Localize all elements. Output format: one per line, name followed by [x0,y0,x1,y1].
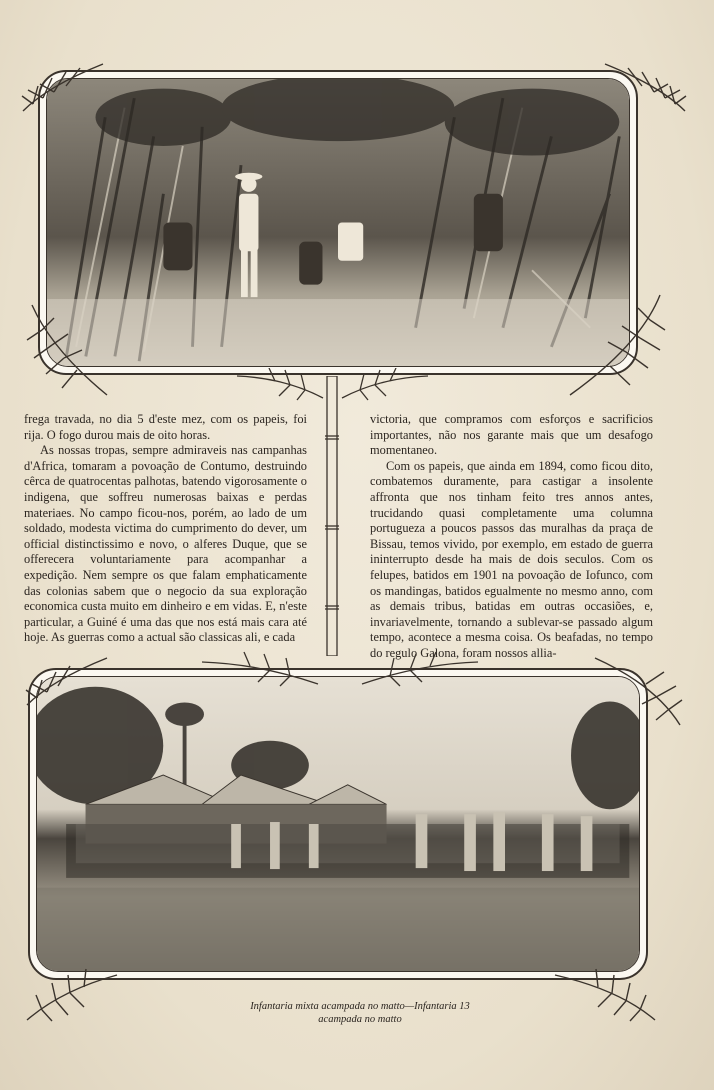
palm-frond-ornament-mid-left [22,300,112,400]
forest-camp-photo [47,79,629,366]
palm-frond-ornament-top-center-left [235,368,325,402]
palm-frond-ornament-mid-right [560,290,670,400]
palm-frond-ornament-bottom-top-left [22,650,112,710]
palm-frond-ornament-bottom-top-center-right [360,650,480,688]
article-right-column [370,412,653,662]
bottom-photo-frame [28,668,648,980]
palm-frond-ornament-bottom-top-center [200,650,320,688]
caption-line: Infantaria mixta acampada no matto—Infantaria 13 [250,1001,470,1012]
palm-frond-ornament-top-left [18,56,108,116]
photo-caption [160,1000,560,1026]
article-paragraph: Com os papeis, que ainda em 1894, como ficou dito, combatemos duramente, para castigar a insolente affronta que nos tinham feito tres annos antes, trucidando quasi completamente uma columna portugueza a poucos passos das muralhas da praça de Bissau, temos vivido, por exemplo, em estado de guerra ininterrupto desde ha mais de dois seculos. Com os felupes, batidos em 1901 na povoação de Iofunco, com os mandingas, batidos egualmente no mesmo anno, com as demais tribus, batidas em outras occasiões, e, invariavelmente, tornando a sublevar-se passado algum tempo, acontece a mesma coisa. Os beafadas, no tempo do regulo Galona, foram nossos allia- [370,458,653,660]
palm-frond-ornament-bottom-left [22,955,122,1025]
article-paragraph: victoria, que compramos com esforços e sacrificios importantes, não nos garante mais que um desafogo momentaneo. [370,412,653,458]
top-photo-frame [38,70,638,375]
top-photo-border [46,78,630,367]
palm-frond-ornament-bottom-top-right [590,650,690,730]
article-paragraph: As nossas tropas, sempre admiraveis nas campanhas d'Africa, tomaram a povoação de Contumo, destruindo cêrca de quatrocentas palhotas, batendo vigorosamente o indigena, que soffreu numerosas baixas e perdas materiaes. No campo ficou-nos, porém, ao lado de um soldado, modesta victima do cumprimento do dever, um official distinctissimo e novo, o alferes Duque, que se offerecera voluntariamente para acompanhar a expedição. Nem sempre os que falam emphaticamente das colonias sabem que o negocio da sua exploração economica custa muito em dinheiro e em vidas. E, n'este particular, a Guiné é uma das que nos está mais cara até hoje. As guerras como a actual são classicas ali, e cada [24,443,307,645]
article-paragraph: frega travada, no dia 5 d'este mez, com os papeis, foi rija. O fogo durou mais de oito horas. [24,412,307,442]
bottom-photo-border [36,676,640,972]
palm-frond-ornament-top-center-right [340,368,430,402]
bamboo-stem-ornament [320,376,344,656]
palm-frond-ornament-top-right [600,56,690,116]
article-left-column [24,412,307,646]
caption-line: acampada no matto [318,1014,402,1025]
infantry-group-photo [37,677,639,971]
palm-frond-ornament-bottom-right [550,955,660,1025]
